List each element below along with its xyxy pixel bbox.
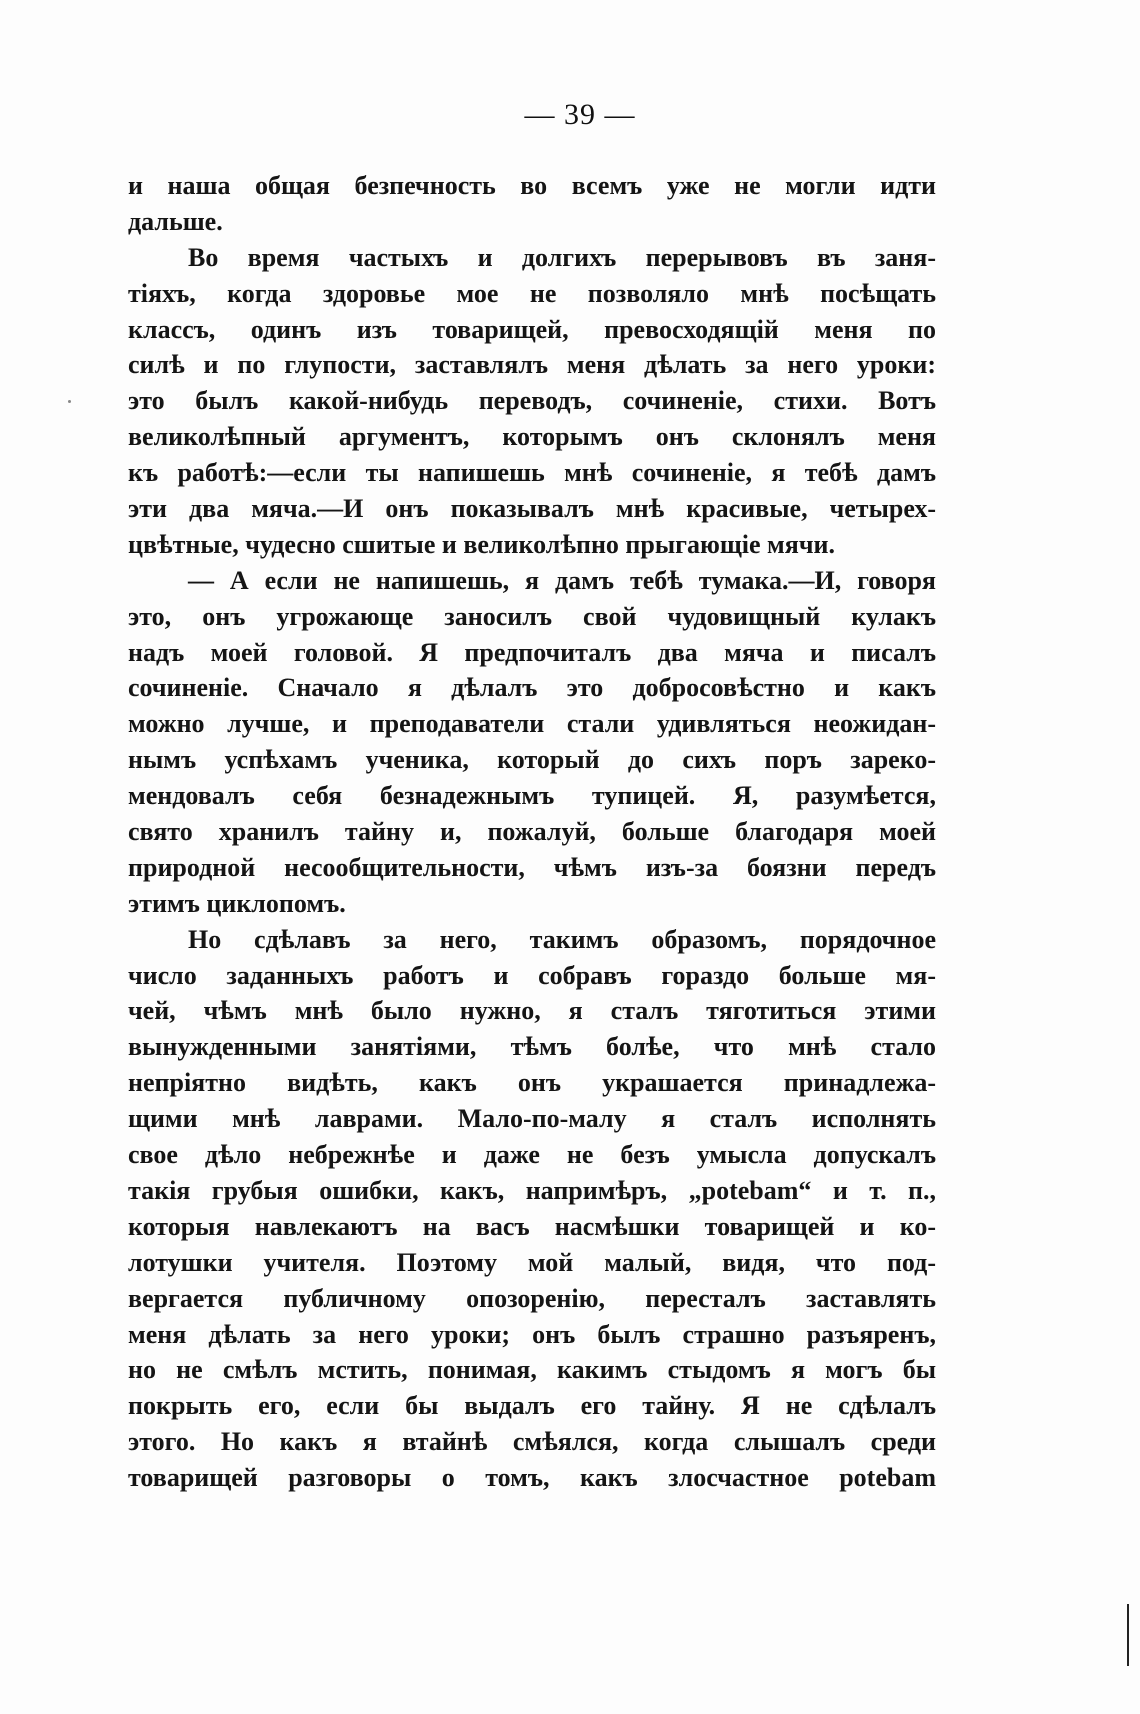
text-line: тіяхъ, когда здоровье мое не позволяло мнѣ посѣщать [128, 278, 936, 308]
text-line: Во время частыхъ и долгихъ перерывовъ въ заня- [188, 242, 936, 272]
text-line: этого. Но какъ я втайнѣ смѣялся, когда слышалъ среди [128, 1427, 936, 1457]
text-line: свое дѣло небрежнѣе и даже не безъ умысла допускалъ [128, 1140, 936, 1170]
text-line: щими мнѣ лаврами. Мало-по-малу я сталъ исполнять [128, 1104, 936, 1134]
text-line: меня дѣлать за него уроки; онъ былъ страшно разъяренъ, [128, 1319, 936, 1349]
text-line: которыя навлекаютъ на васъ насмѣшки товарищей и ко- [128, 1211, 936, 1241]
text-line: природной несообщительности, чѣмъ изъ-за боязни передъ [128, 852, 936, 882]
text-line: цвѣтные, чудесно сшитые и великолѣпно прыгающіе мячи. [128, 529, 835, 559]
text-line: такія грубыя ошибки, какъ, напримѣръ, „potebam“ и т. п., [128, 1175, 936, 1205]
text-line: чей, чѣмъ мнѣ было нужно, я сталъ тяготиться этими [128, 996, 936, 1026]
text-line: Но сдѣлавъ за него, такимъ образомъ, порядочное [188, 924, 936, 954]
page-number: — 39 — [524, 98, 636, 131]
text-line: — А если не напишешь, я дамъ тебѣ тумака.—И, говоря [188, 565, 936, 595]
text-line: эти два мяча.—И онъ показывалъ мнѣ красивые, четырех- [128, 494, 936, 524]
text-line: товарищей разговоры о томъ, какъ злосчастное potebam [128, 1463, 936, 1493]
margin-speck [68, 400, 71, 403]
text-line: мендовалъ себя безнадежнымъ тупицей. Я, разумѣется, [128, 781, 936, 811]
text-line: надъ моей головой. Я предпочиталъ два мяча и писалъ [128, 637, 936, 667]
text-line: покрыть его, если бы выдалъ его тайну. Я не сдѣлалъ [128, 1391, 936, 1421]
text-line: великолѣпный аргументъ, которымъ онъ склонялъ меня [128, 422, 936, 452]
page-edge-mark [1127, 1604, 1129, 1666]
text-line: можно лучше, и преподаватели стали удивляться неожидан- [128, 709, 936, 739]
text-line: это, онъ угрожающе заносилъ свой чудовищный кулакъ [128, 601, 936, 631]
text-line: силѣ и по глупости, заставлялъ меня дѣлать за него уроки: [128, 350, 936, 380]
text-line: вынужденными занятіями, тѣмъ болѣе, что мнѣ стало [128, 1032, 936, 1062]
text-line: классъ, одинъ изъ товарищей, превосходящій меня по [128, 314, 936, 344]
text-line: вергается публичному опозоренію, пересталъ заставлять [128, 1283, 936, 1313]
text-line: свято хранилъ тайну и, пожалуй, больше благодаря моей [128, 817, 936, 847]
text-line: сочиненіе. Сначало я дѣлалъ это добросовѣстно и какъ [128, 673, 936, 703]
text-line: но не смѣлъ мстить, понимая, какимъ стыдомъ я могъ бы [128, 1355, 936, 1385]
text-line: число заданныхъ работъ и собравъ гораздо больше мя- [128, 960, 936, 990]
text-line: лотушки учителя. Поэтому мой малый, видя, что под- [128, 1247, 936, 1277]
text-line: этимъ циклопомъ. [128, 888, 346, 918]
text-line: къ работѣ:—если ты напишешь мнѣ сочиненіе, я тебѣ дамъ [128, 458, 936, 488]
text-line: нымъ успѣхамъ ученика, который до сихъ поръ зареко- [128, 745, 936, 775]
page-text [128, 168, 936, 1496]
text-line: это былъ какой-нибудь переводъ, сочиненіе, стихи. Вотъ [128, 386, 936, 416]
text-line: дальше. [128, 206, 223, 236]
text-line: и наша общая безпечность во всемъ уже не могли идти [128, 171, 936, 200]
text-line: непріятно видѣть, какъ онъ украшается принадлежа- [128, 1068, 936, 1098]
